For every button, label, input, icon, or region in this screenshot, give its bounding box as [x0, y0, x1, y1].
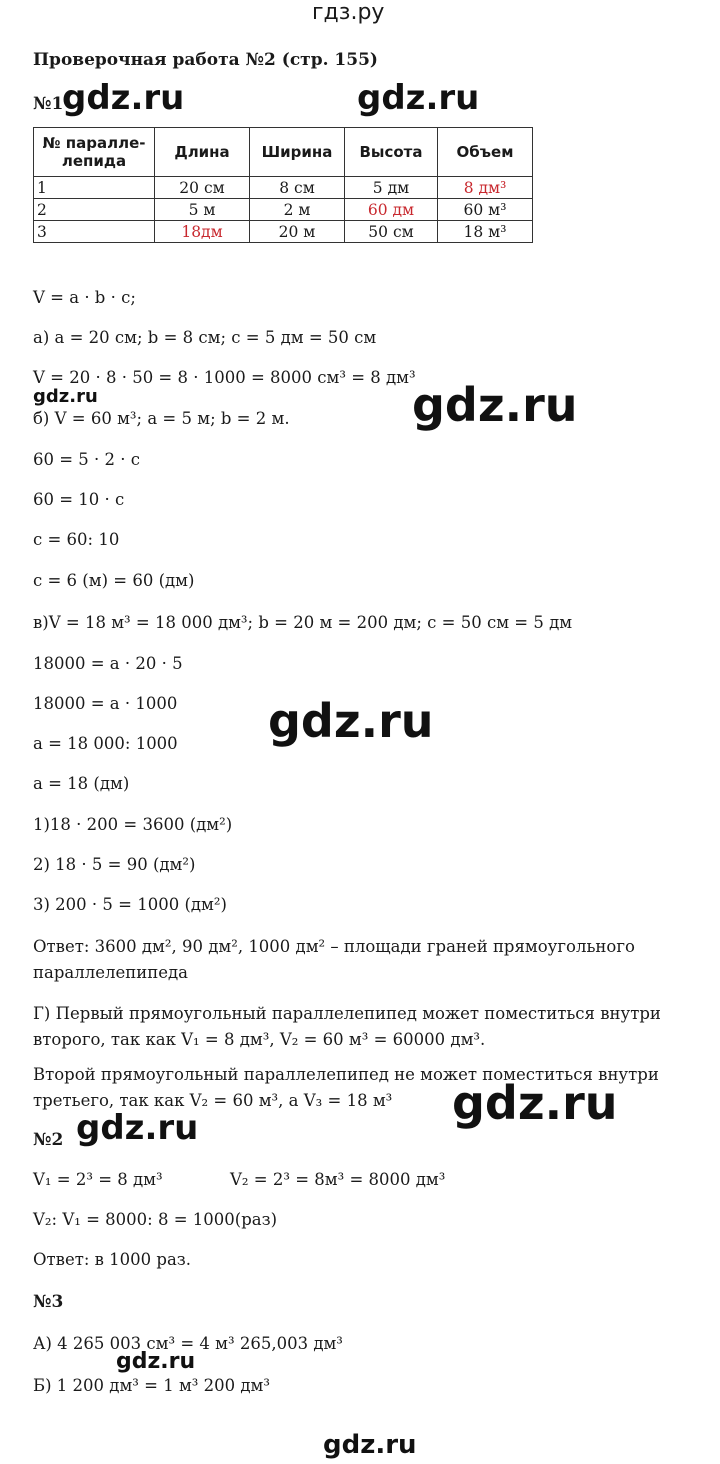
table-header-row — [34, 128, 533, 177]
task3-a: А) 4 265 003 см³ = 4 м³ 265,003 дм³ — [33, 1334, 343, 1353]
watermark: gdz.ru — [323, 1430, 417, 1460]
part-b-step4: c = 6 (м) = 60 (дм) — [33, 571, 195, 590]
part-v-step2: 18000 = a · 1000 — [33, 694, 178, 713]
part-v-step4: a = 18 (дм) — [33, 774, 130, 793]
part-b-given: б) V = 60 м³; a = 5 м; b = 2 м. — [33, 409, 290, 428]
watermark: gdz.ru — [62, 78, 185, 118]
table-row — [34, 177, 533, 199]
part-a-calc: V = 20 · 8 · 50 = 8 · 1000 = 8000 см³ = 8 дм³ — [33, 368, 416, 387]
task2-ratio: V₂: V₁ = 8000: 8 = 1000(раз) — [33, 1210, 278, 1229]
watermark: gdz.ru — [357, 78, 480, 118]
part-b-step3: c = 60: 10 — [33, 530, 120, 549]
task2-v1: V₁ = 2³ = 8 дм³ — [33, 1170, 163, 1189]
table-header-cell: Длина — [155, 128, 250, 177]
watermark: gdz.ru — [412, 378, 578, 432]
table-cell: 8 см — [250, 177, 345, 199]
part-b-step1: 60 = 5 · 2 · c — [33, 450, 141, 469]
table-header-cell: Объем — [438, 128, 533, 177]
part-b-step2: 60 = 10 · c — [33, 490, 125, 509]
part-a-given: а) a = 20 см; b = 8 см; c = 5 дм = 50 см — [33, 328, 377, 347]
table-cell: 1 — [34, 177, 155, 199]
page-title: Проверочная работа №2 (стр. 155) — [33, 50, 378, 70]
table-header-cell — [34, 128, 155, 177]
part-v-step1: 18000 = a · 20 · 5 — [33, 654, 183, 673]
part-g-first: Г) Первый прямоугольный параллелепипед может поместиться внутри второго, так как V₁ = 8 дм³, V₂ = 60 м³ = 60000 дм³. — [33, 1004, 661, 1049]
table-cell: 5 дм — [345, 177, 438, 199]
formula-volume: V = a · b · c; — [33, 288, 136, 307]
task1-number: №1 — [33, 94, 64, 114]
watermark: gdz.ru — [116, 1349, 196, 1374]
table-cell: 2 — [34, 199, 155, 221]
watermark: gdz.ru — [33, 386, 98, 407]
table-cell: 3 — [34, 221, 155, 243]
part-g-second: Второй прямоугольный параллелепипед не может поместиться внутри третьего, так как V₂ = 60 м³, а V₃ = 18 м³ — [33, 1065, 659, 1110]
table-header-cell: Высота — [345, 128, 438, 177]
table-cell-answer: 8 дм³ — [438, 177, 533, 199]
table-row — [34, 221, 533, 243]
area-step2: 2) 18 · 5 = 90 (дм²) — [33, 855, 196, 874]
table-cell: 18 м³ — [438, 221, 533, 243]
table-cell: 2 м — [250, 199, 345, 221]
table-cell: 20 см — [155, 177, 250, 199]
table-cell: 50 см — [345, 221, 438, 243]
table-header-label: № паралле- лепида — [42, 134, 146, 170]
site-header: гдз.ру — [312, 0, 385, 25]
table-cell: 5 м — [155, 199, 250, 221]
dimensions-table — [33, 127, 533, 243]
watermark: gdz.ru — [268, 694, 434, 748]
task3-number: №3 — [33, 1292, 64, 1312]
table-header-cell: Ширина — [250, 128, 345, 177]
watermark: gdz.ru — [76, 1108, 199, 1148]
task2-v2: V₂ = 2³ = 8м³ = 8000 дм³ — [230, 1170, 446, 1189]
part-v-given: в)V = 18 м³ = 18 000 дм³; b = 20 м = 200 дм; c = 50 см = 5 дм — [33, 613, 573, 632]
part-v-step3: a = 18 000: 1000 — [33, 734, 178, 753]
area-step3: 3) 200 · 5 = 1000 (дм²) — [33, 895, 227, 914]
table-cell: 60 м³ — [438, 199, 533, 221]
task3-b: Б) 1 200 дм³ = 1 м³ 200 дм³ — [33, 1376, 270, 1395]
task2-number: №2 — [33, 1130, 64, 1150]
area-step1: 1)18 · 200 = 3600 (дм²) — [33, 815, 233, 834]
table-row — [34, 199, 533, 221]
task1-answer: Ответ: 3600 дм², 90 дм², 1000 дм² – площади граней прямоугольного параллелепипеда — [33, 937, 635, 982]
table-cell-answer: 18дм — [155, 221, 250, 243]
watermark: gdz.ru — [452, 1076, 618, 1130]
task2-answer: Ответ: в 1000 раз. — [33, 1250, 192, 1269]
table-cell-answer: 60 дм — [345, 199, 438, 221]
table-cell: 20 м — [250, 221, 345, 243]
